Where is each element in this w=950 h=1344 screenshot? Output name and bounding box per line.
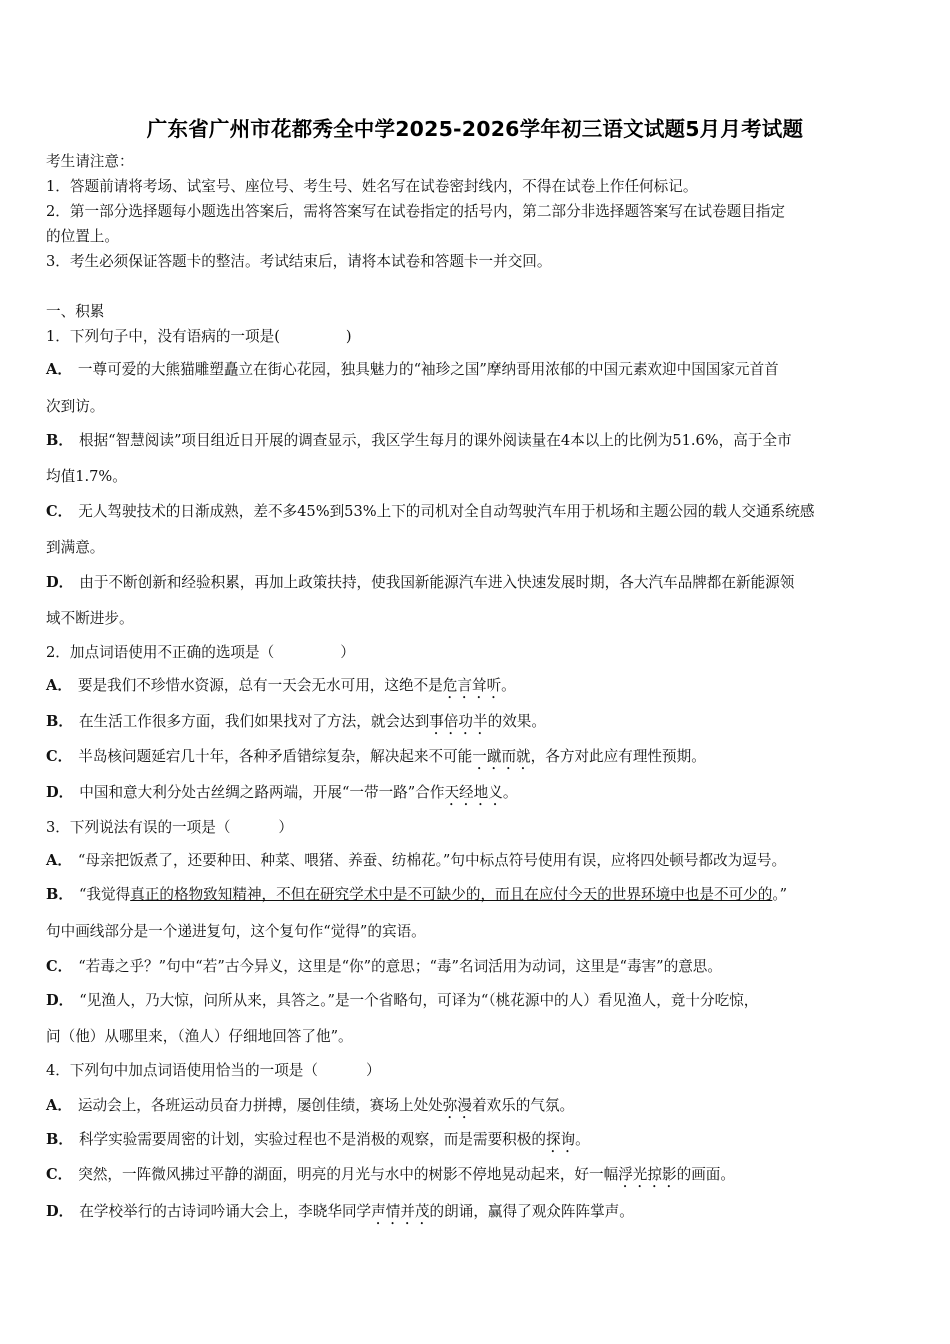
question-2-stem <box>46 643 916 663</box>
question-4-option-c <box>46 1165 916 1191</box>
question-1-option-c <box>46 502 916 522</box>
option-label: B． <box>46 1131 73 1148</box>
notice-item: 2．第一部分选择题每小题选出答案后，需将答案写在试卷指定的括号内，第二部分非选择题答案写在试卷题目指定 <box>46 203 785 220</box>
stem-end: ) <box>345 328 352 345</box>
option-text: “见渔人，乃大惊，问所从来，具答之。”是一个省略句，可译为“（桃花源中的人）看见渔人，竟十分吃惊， <box>79 992 759 1009</box>
option-text: 。 <box>575 1131 590 1148</box>
option-text: 着欢乐的气氛。 <box>471 1097 575 1114</box>
stem-end: ） <box>340 644 355 661</box>
option-text: 在学校举行的古诗词吟诵大会上，李晓华同学 <box>79 1203 372 1220</box>
option-text: 由于不断创新和经验积累，再加上政策扶持，使我国新能源汽车进入快速发展时期，各大汽车品牌都在新能源领 <box>79 574 795 591</box>
option-label: A． <box>46 852 72 869</box>
question-1-option-a <box>46 360 916 380</box>
notice-heading: 考生请注意： <box>46 153 134 170</box>
option-continuation: 句中画线部分是一个递进复句，这个复句作“觉得”的宾语。 <box>46 923 426 940</box>
question-1-stem <box>46 327 916 347</box>
option-label: A． <box>46 361 72 378</box>
stem-end: ） <box>365 1062 381 1079</box>
stem-end: ） <box>278 819 294 836</box>
notice-item: 3．考生必须保证答题卡的整洁。考试结束后，请将本试卷和答题卡一并交回。 <box>46 253 552 270</box>
stem-text: 3．下列说法有误的一项是（ <box>46 819 231 836</box>
option-label: C． <box>46 1166 73 1183</box>
option-text: 在生活工作很多方面，我们如果找对了方法，就会达到 <box>78 713 430 730</box>
page-title: 广东省广州市花都秀全中学2025-2026学年初三语文试题5月月考试题 <box>146 117 804 141</box>
option-text: 的朗诵，赢得了观众阵阵掌声。 <box>429 1203 634 1220</box>
option-text: 。 <box>502 784 518 801</box>
stem-text: 4．下列句中加点词语使用恰当的一项是（ <box>46 1062 318 1079</box>
option-continuation: 域不断进步。 <box>46 610 134 627</box>
option-label: D． <box>46 992 74 1009</box>
option-text: “我觉得 <box>78 886 131 903</box>
question-3-option-c <box>46 957 916 977</box>
option-continuation: 到满意。 <box>46 539 105 556</box>
dotted-term: 探询 <box>545 1131 576 1148</box>
option-label: A． <box>46 1097 72 1114</box>
question-4-option-d <box>46 1202 916 1228</box>
option-text: 要是我们不珍惜水资源，总有一天会无水可用，这绝不是 <box>77 677 443 694</box>
option-continuation: 次到访。 <box>46 398 105 415</box>
question-2-option-a <box>46 676 916 702</box>
section-heading: 一、积累 <box>46 303 105 320</box>
dotted-term: 弥漫 <box>442 1097 472 1114</box>
dotted-term: 危言耸听 <box>442 677 502 694</box>
option-label: A． <box>46 677 72 694</box>
option-label: C． <box>46 958 73 975</box>
question-1-option-d <box>46 573 916 593</box>
option-text: 半岛核问题延宕几十年，各种矛盾错综复杂，解决起来不可能 <box>78 748 473 765</box>
option-text: 。 <box>501 677 516 694</box>
option-continuation: 均值1.7%。 <box>46 468 127 485</box>
question-3-stem <box>46 818 916 838</box>
notice-item: 1．答题前请将考场、试室号、座位号、考生号、姓名写在试卷密封线内，不得在试卷上作任何标记。 <box>46 178 698 195</box>
stem-text: 1．下列句子中，没有语病的一项是( <box>46 328 280 345</box>
option-text: 无人驾驶技术的日渐成熟，差不多45%到53%上下的司机对全自动驾驶汽车用于机场和主题公园的载人交通系统感 <box>78 503 815 520</box>
option-text: 中国和意大利分处古丝绸之路两端，开展“一带一路”合作 <box>79 784 445 801</box>
option-text: 的画面。 <box>676 1166 735 1183</box>
question-4-stem <box>46 1061 916 1081</box>
question-2-option-b <box>46 712 916 738</box>
option-text: 科学实验需要周密的计划，实验过程也不是消极的观察，而是需要积极的 <box>78 1131 546 1148</box>
option-label: B． <box>46 713 73 730</box>
option-text: 的效果。 <box>487 713 546 730</box>
underlined-clause: 真正的格物致知精神，不但在研究学术中是不可缺少的，而且在应付今天的世界环境中也是不可少的 <box>130 886 773 903</box>
question-3-option-b <box>46 885 916 905</box>
dotted-term: 事倍功半 <box>429 713 488 730</box>
option-continuation: 问（他）从哪里来，（渔人）仔细地回答了他”。 <box>46 1028 353 1045</box>
question-4-option-b <box>46 1130 916 1156</box>
question-1-option-b <box>46 431 916 451</box>
option-text: 。” <box>772 886 788 903</box>
option-text: 根据“智慧阅读”项目组近日开展的调查显示，我区学生每月的课外阅读量在4本以上的比例为51.6%，高于全市 <box>78 432 792 449</box>
dotted-term: 声情并茂 <box>371 1203 430 1220</box>
option-label: D． <box>46 784 74 801</box>
option-text: 一尊可爱的大熊猫雕塑矗立在街心花园，独具魅力的“袖珍之国”摩纳哥用浓郁的中国元素欢迎中国国家元首首 <box>77 361 779 378</box>
option-text: “母亲把饭煮了，还要种田、种菜、喂猪、养蚕、纺棉花。”句中标点符号使用有误，应将四处顿号都改为逗号。 <box>77 852 787 869</box>
option-label: B． <box>46 886 73 903</box>
option-text: 突然，一阵微风拂过平静的湖面，明亮的月光与水中的树影不停地晃动起来，好一幅 <box>78 1166 619 1183</box>
question-2-option-c <box>46 747 916 773</box>
option-label: D． <box>46 1203 74 1220</box>
option-text: “若毒之乎？”句中“若”古今异义，这里是“你”的意思；“毒”名词活用为动词，这里是“毒害”的意思。 <box>78 958 722 975</box>
stem-text: 2．加点词语使用不正确的选项是（ <box>46 644 275 661</box>
option-label: C． <box>46 748 73 765</box>
dotted-term: 天经地义 <box>444 784 503 801</box>
option-text: 运动会上，各班运动员奋力拼搏，屡创佳绩，赛场上处处 <box>77 1097 443 1114</box>
option-label: B． <box>46 432 73 449</box>
question-4-option-a <box>46 1096 916 1122</box>
notice-item: 的位置上。 <box>46 228 119 245</box>
dotted-term: 浮光掠影 <box>618 1166 677 1183</box>
option-label: D． <box>46 574 74 591</box>
question-2-option-d <box>46 783 916 809</box>
option-label: C． <box>46 503 73 520</box>
question-3-option-a <box>46 851 916 871</box>
option-text: ，各方对此应有理性预期。 <box>530 748 706 765</box>
question-3-option-d <box>46 991 916 1011</box>
dotted-term: 一蹴而就 <box>472 748 531 765</box>
